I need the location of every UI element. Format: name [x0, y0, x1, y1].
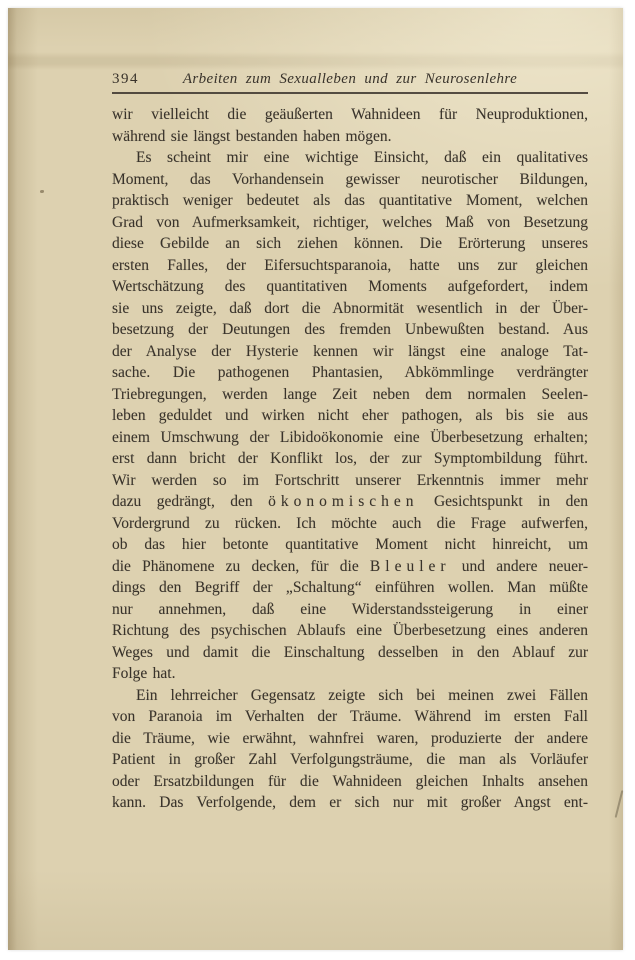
page-number: 394 — [112, 71, 139, 87]
text-line — [112, 427, 588, 449]
text-line — [112, 405, 588, 427]
text-segment: oder Ersatzbildungen für die Wahnideen gleichen Inhalts ansehen — [112, 772, 588, 790]
text-line — [112, 620, 588, 642]
text-line — [112, 448, 588, 470]
text-line — [112, 233, 588, 255]
text-segment: Triebregungen, werden lange Zeit neben dem normalen Seelen- — [112, 385, 588, 403]
page-header — [112, 70, 588, 104]
text-segment: diese Gebilde an sich ziehen können. Die Erörterung unseres — [112, 235, 588, 252]
text-line — [112, 255, 588, 277]
scan-speck — [40, 190, 44, 193]
text-segment: leben geduldet und wirken nicht eher pathogen, als bis sie aus — [112, 407, 588, 424]
text-segment: kann. Das Verfolgende, dem er sich nur mit großer Angst ent- — [112, 794, 588, 811]
text-segment: wir vielleicht die geäußerten Wahnideen für Neuproduktionen, — [112, 106, 588, 123]
text-block — [112, 104, 588, 814]
text-line — [112, 169, 588, 191]
text-segment: einem Umschwung der Libidoökonomie eine Überbesetzung erhalten; — [112, 428, 588, 446]
text-segment: sache. Die pathogenen Phantasien, Abkömmlinge verdrängter — [112, 364, 588, 381]
text-segment: erst dann bricht der Konflikt los, der zur Symptombildung führt. — [112, 450, 588, 467]
text-line — [112, 104, 588, 126]
text-line — [112, 362, 588, 384]
letterspaced-emphasis: Bleuler — [369, 557, 451, 575]
text-line — [112, 491, 588, 513]
text-line — [112, 276, 588, 298]
text-segment: ob das hier betonte quantitative Moment nicht hinreicht, um — [112, 536, 588, 553]
text-segment: Wertschätzung des quantitativen Moments aufgefordert, indem — [112, 278, 588, 295]
header-rule — [112, 92, 588, 94]
text-line — [112, 771, 588, 793]
text-segment: praktisch weniger bedeutet als das quantitative Moment, welchen — [112, 192, 588, 209]
text-line — [112, 212, 588, 234]
text-segment: Vordergrund zu rücken. Ich möchte auch die Frage aufwerfen, — [112, 514, 588, 532]
text-segment: der Analyse der Hysterie kennen wir längst eine analoge Tat- — [112, 342, 588, 360]
text-segment: während sie längst bestanden haben mögen. — [112, 127, 392, 145]
text-segment: dazu gedrängt, den — [112, 493, 269, 510]
text-segment: sie uns zeigte, daß dort die Abnormität wesentlich in der Über- — [112, 299, 588, 317]
text-line — [112, 577, 588, 599]
text-segment: Gesichtspunkt in den — [418, 493, 588, 510]
text-line — [112, 319, 588, 341]
text-segment: Grad von Aufmerksamkeit, richtiger, welches Maß von Besetzung — [112, 213, 588, 231]
text-line — [112, 728, 588, 750]
text-segment: Folge hat. — [112, 665, 176, 682]
text-segment: und andere neuer- — [450, 557, 588, 575]
text-segment: Moment, das Vorhandensein gewisser neurotischer Bildungen, — [112, 170, 588, 188]
text-line — [112, 663, 588, 685]
text-segment: ersten Falles, der Eifersuchtsparanoia, hatte uns zur gleichen — [112, 256, 588, 274]
letterspaced-emphasis: ökonomischen — [268, 493, 419, 510]
text-line — [112, 706, 588, 728]
text-line — [112, 126, 588, 148]
text-segment: Ein lehrreicher Gegensatz zeigte sich bei meinen zwei Fällen — [136, 686, 588, 704]
text-segment: nur annehmen, daß eine Widerstandssteigerung in einer — [112, 600, 588, 618]
text-line — [112, 147, 588, 169]
text-segment: von Paranoia im Verhalten der Träume. Während im ersten Fall — [112, 708, 588, 725]
text-segment: dings den Begriff der „Schaltung“ einführen wollen. Man müßte — [112, 579, 588, 596]
text-segment: besetzung der Deutungen des fremden Unbewußten bestand. Aus — [112, 321, 588, 338]
text-segment: Patient in großer Zahl Verfolgungsträume, die man als Vorläufer — [112, 751, 588, 768]
scan-scratch — [615, 790, 624, 818]
text-segment: Weges und damit die Einschaltung desselben in den Ablauf zur — [112, 643, 588, 661]
text-line — [112, 384, 588, 406]
text-line — [112, 513, 588, 535]
text-line — [112, 642, 588, 664]
text-line — [112, 749, 588, 771]
text-segment: Richtung des psychischen Ablaufs eine Überbesetzung eines anderen — [112, 622, 588, 639]
text-line — [112, 599, 588, 621]
text-line — [112, 534, 588, 556]
text-line — [112, 341, 588, 363]
text-line — [112, 792, 588, 814]
text-line — [112, 685, 588, 707]
text-line — [112, 190, 588, 212]
text-line — [112, 298, 588, 320]
book-page-paper — [8, 8, 623, 950]
text-segment: Es scheint mir eine wichtige Einsicht, daß ein qualitatives — [136, 149, 588, 166]
text-segment: die Träume, wie erwähnt, wahnfrei waren, produzierte der andere — [112, 729, 588, 747]
text-line — [112, 470, 588, 492]
running-head: Arbeiten zum Sexualleben und zur Neurosenlehre — [182, 71, 518, 87]
text-segment: die Phänomene zu decken, für die — [112, 557, 370, 575]
text-line — [112, 556, 588, 578]
text-segment: Wir werden so im Fortschritt unserer Erkenntnis immer mehr — [112, 471, 588, 489]
